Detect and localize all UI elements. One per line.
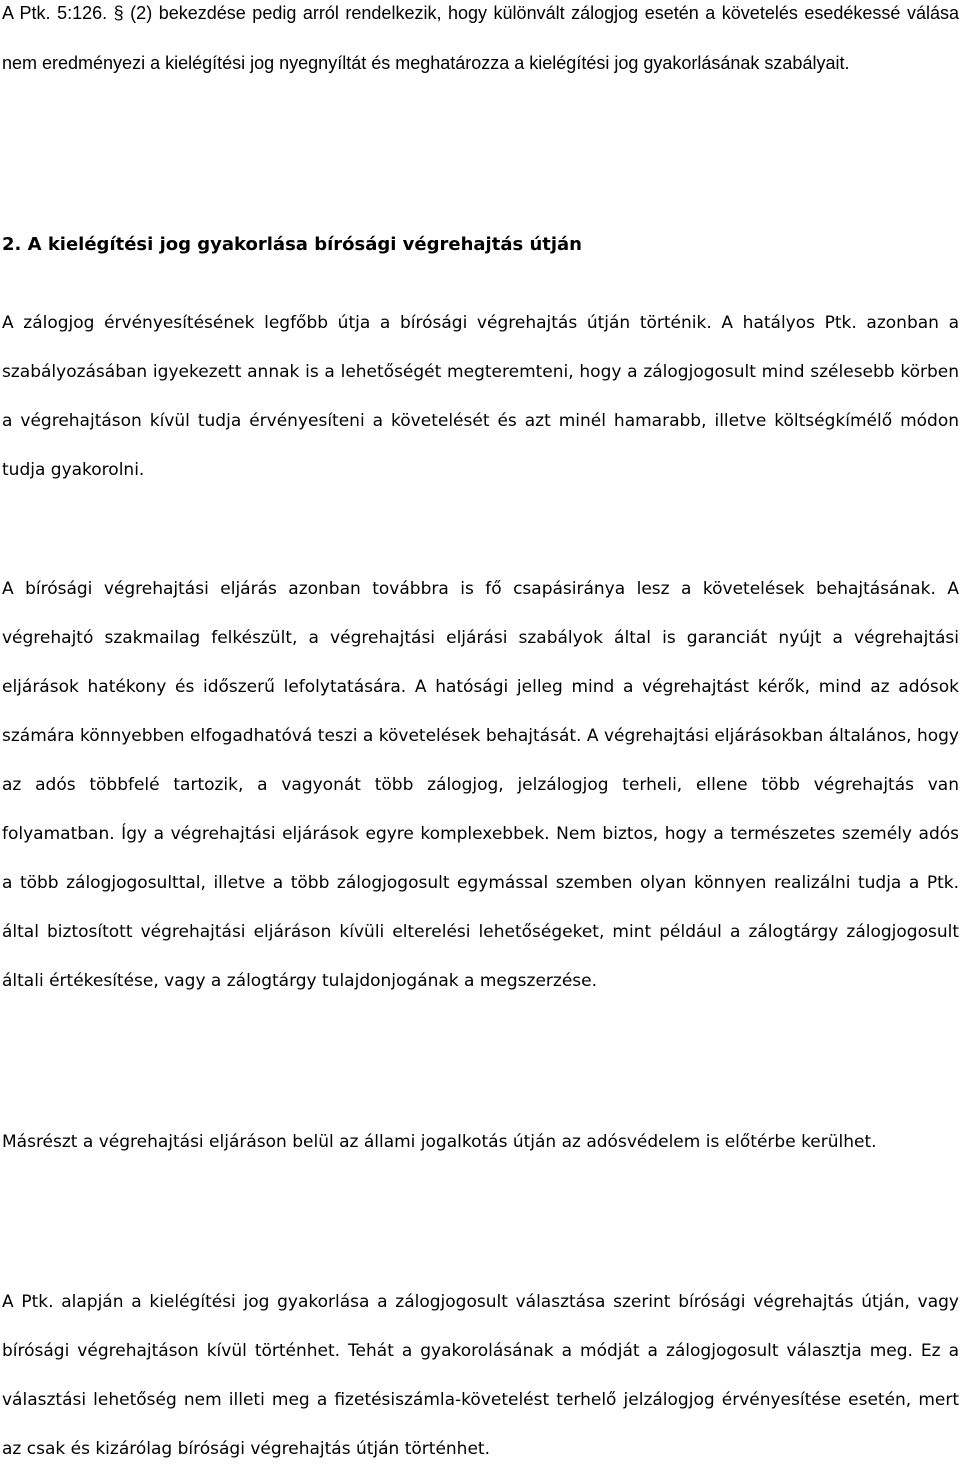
paragraph-1-block bbox=[2, 299, 959, 495]
paragraph-3-block bbox=[2, 1118, 959, 1167]
paragraph-2: A bírósági végrehajtási eljárás azonban továbbra is fő csapásiránya lesz a követelések behajtásának. A végrehajtó szakmailag felkészült, a végrehajtási eljárási szabályok által is garanciát nyújt a végrehajtási eljárások hatékony és időszerű lefolytatására. A hatósági jelleg mind a végrehajtást kérők, mind az adósok számára könnyebben elfogadhatóvá teszi a követelések behajtását. A végrehajtási eljárásokban általános, hogy az adós többfelé tartozik, a vagyonát több zálogjog, jelzálogjog terheli, ellene több végrehajtás van folyamatban. Így a végrehajtási eljárások egyre komplexebbek. Nem biztos, hogy a természetes személy adós a több zálogjogosulttal, illetve a több zálogjogosult egymással szemben olyan könnyen realizálni tudja a Ptk. által biztosított végrehajtási eljáráson kívüli elterelési lehetőségeket, mint például a zálogtárgy zálogjogosult általi értékesítése, vagy a zálogtárgy tulajdonjogának a megszerzése. bbox=[2, 579, 959, 991]
paragraph-4-block bbox=[2, 1278, 959, 1474]
paragraph-4: A Ptk. alapján a kielégítési jog gyakorlása a zálogjogosult választása szerint bírósági végrehajtás útján, vagy bírósági végrehajtáson kívül történhet. Tehát a gyakorolásának a módját a zálogjogosult választja meg. Ez a választási lehetőség nem illeti meg a fizetésiszámla-követelést terhelő jelzálogjog érvényesítése esetén, mert az csak és kizárólag bírósági végrehajtás útján történhet. bbox=[2, 1292, 959, 1459]
section-heading: 2. A kielégítési jog gyakorlása bírósági végrehajtás útján bbox=[2, 234, 582, 255]
intro-paragraph: A Ptk. 5:126. § (2) bekezdése pedig arról rendelkezik, hogy különvált zálogjog esetén a követelés esedékessé válása nem eredményezi a kielégítési jog nyegnyíltát és meghatározza a kielégítési jog gyakorlásának szabályait. bbox=[2, 3, 959, 73]
intro-paragraph-block bbox=[2, 0, 959, 88]
paragraph-3: Másrészt a végrehajtási eljáráson belül az állami jogalkotás útján az adósvédelem is előtérbe kerülhet. bbox=[2, 1132, 877, 1152]
paragraph-2-block bbox=[2, 565, 959, 1006]
paragraph-1: A zálogjog érvényesítésének legfőbb útja a bírósági végrehajtás útján történik. A hatályos Ptk. azonban a szabályozásában igyekezett annak is a lehetőségét megteremteni, hogy a zálogjogosult mind szélesebb körben a végrehajtáson kívül tudja érvényesíteni a követelését és azt minél hamarabb, illetve költségkímélő módon tudja gyakorolni. bbox=[2, 313, 959, 480]
